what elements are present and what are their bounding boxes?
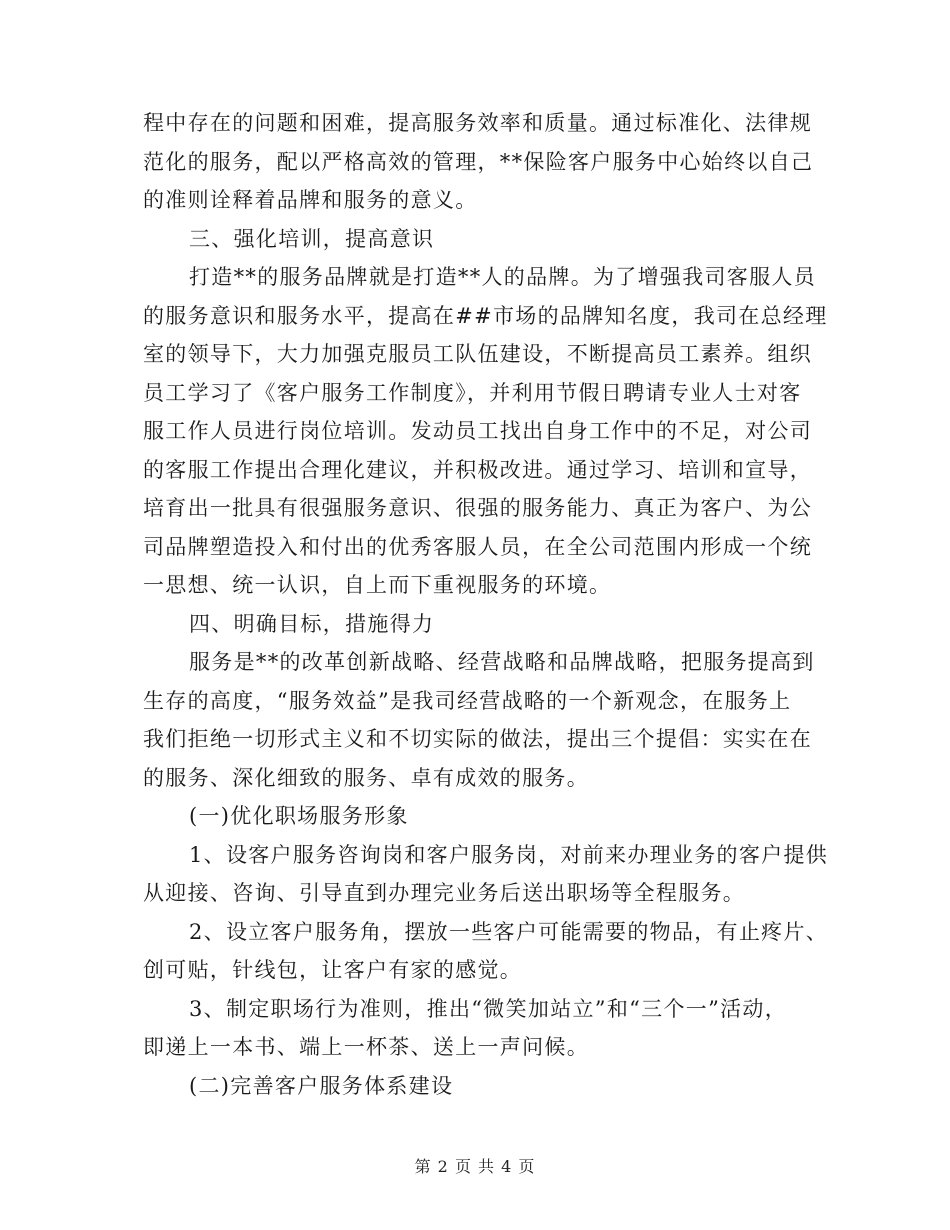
text-line: 培育出一批具有很强服务意识、很强的服务能力、真正为客户、为公 — [143, 496, 812, 520]
text-line: 司品牌塑造投入和付出的优秀客服人员，在全公司范围内形成一个统 — [143, 534, 812, 559]
document-body — [143, 104, 829, 1105]
text-line: 打造**的服务品牌就是打造**人的品牌。为了增强我司客服人员 — [189, 265, 816, 289]
page-number-footer: 第 2 页 共 4 页 — [414, 1157, 536, 1176]
text-line: 的服务意识和服务水平，提高在##市场的品牌知名度，我司在总经理 — [143, 303, 828, 328]
text-line: 生存的高度，“服务效益”是我司经营战略的一个新观念，在服务上 — [143, 688, 792, 713]
text-line: 服务是**的改革创新战略、经营战略和品牌战略，把服务提高到 — [189, 650, 815, 674]
text-line: 程中存在的问题和困难，提高服务效率和质量。通过标准化、法律规 — [143, 111, 812, 135]
subsection-heading: (二)完善客户服务体系建设 — [189, 1073, 454, 1098]
text-line: 的服务、深化细致的服务、卓有成效的服务。 — [143, 765, 589, 790]
text-line: 的准则诠释着品牌和服务的意义。 — [143, 188, 478, 212]
text-line: 员工学习了《客户服务工作制度》，并利用节假日聘请专业人士对客 — [143, 380, 802, 405]
text-line: 创可贴，针线包，让客户有家的感觉。 — [143, 958, 523, 982]
text-line: 从迎接、咨询、引导直到办理完业务后送出职场等全程服务。 — [143, 881, 746, 905]
text-line: 室的领导下，大力加强克服员工队伍建设，不断提高员工素养。组织 — [143, 342, 812, 366]
text-line: 即递上一本书、端上一杯茶、送上一声问候。 — [143, 1035, 589, 1059]
text-line: 3、制定职场行为准则，推出“微笑加站立”和“三个一”活动， — [189, 996, 788, 1021]
subsection-heading: (一)优化职场服务形象 — [189, 804, 409, 828]
text-line: 一思想、统一认识，自上而下重视服务的环境。 — [143, 573, 612, 597]
text-line: 服工作人员进行岗位培训。发动员工找出自身工作中的不足，对公司 — [143, 419, 812, 443]
text-line: 的客服工作提出合理化建议，并积极改进。通过学习、培训和宣导， — [143, 457, 812, 482]
text-line: 1、设客户服务咨询岗和客户服务岗，对前来办理业务的客户提供 — [189, 842, 829, 867]
text-line: 范化的服务，配以严格高效的管理，**保险客户服务中心始终以自己 — [143, 149, 814, 174]
section-heading: 三、强化培训，提高意识 — [189, 226, 435, 251]
text-line: 我们拒绝一切形式主义和不切实际的做法，提出三个提倡：实实在在 — [143, 727, 812, 751]
section-heading: 四、明确目标，措施得力 — [189, 611, 435, 636]
text-line: 2、设立客户服务角，摆放一些客户可能需要的物品，有止疼片、 — [189, 919, 829, 944]
